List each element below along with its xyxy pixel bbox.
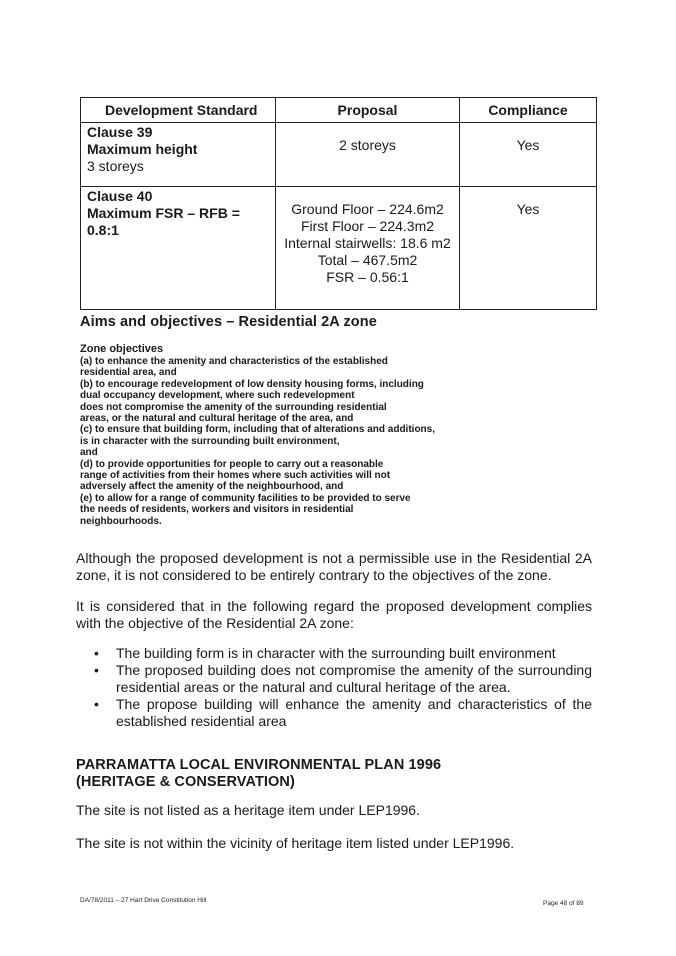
proposal-line: Total – 467.5m2 (317, 252, 418, 268)
objective-line: dual occupancy development, where such redevelopment (80, 390, 355, 402)
zone-objectives-title: Zone objectives (80, 343, 164, 355)
bullet-icon: • (94, 696, 99, 712)
list-item (94, 662, 592, 696)
bullet-text: The proposed building does not compromise the amenity of the surrounding residential areas or the natural and cultural heritage of the area. (116, 662, 592, 695)
objective-line: does not compromise the amenity of the surrounding residential (80, 401, 387, 413)
clause-label: Clause 40 (87, 188, 153, 204)
compliance-cell: Yes (460, 123, 597, 187)
footer-page-number: Page 48 of 89 (543, 900, 584, 907)
zone-objectives-block (80, 343, 480, 527)
standard-cell (81, 123, 276, 187)
lep-heading (76, 757, 441, 791)
table-row (81, 123, 597, 187)
objective-line: range of activities from their homes where such activities will not (80, 470, 391, 482)
bullet-text: The building form is in character with the surrounding built environment (116, 645, 556, 661)
paragraph-compliance-intro: It is considered that in the following regard the proposed development complies with the objective of the Residential 2A zone: (76, 598, 592, 631)
list-item (94, 645, 592, 662)
bullet-icon: • (94, 662, 99, 678)
objective-line: (c) to ensure that building form, including that of alterations and additions, (80, 424, 435, 436)
objective-line: areas, or the natural and cultural heritage of the area, and (80, 413, 354, 425)
proposal-line: Internal stairwells: 18.6 m2 (284, 235, 451, 251)
header-development-standard: Development Standard (81, 98, 276, 123)
proposal-line: First Floor – 224.3m2 (300, 218, 435, 234)
compliance-cell: Yes (460, 187, 597, 310)
compliance-bullet-list (76, 645, 592, 730)
proposal-line: FSR – 0.56:1 (326, 269, 409, 285)
proposal-line: 2 storeys (339, 137, 396, 153)
objective-line: the needs of residents, workers and visitors in residential (80, 504, 354, 516)
header-compliance: Compliance (460, 98, 597, 123)
objective-line: is in character with the surrounding built environment, (80, 435, 340, 447)
objective-line: neighbourhoods. (80, 515, 162, 527)
clause-label: Clause 39 (87, 124, 153, 140)
objective-line: (b) to encourage redevelopment of low density housing forms, including (80, 378, 424, 390)
bullet-icon: • (94, 645, 99, 661)
lep-heading-line2: (HERITAGE & CONSERVATION) (76, 774, 295, 790)
objective-line: (a) to enhance the amenity and characteristics of the established (80, 356, 388, 367)
paragraph-heritage-vicinity: The site is not within the vicinity of heritage item listed under LEP1996. (76, 835, 515, 851)
standard-cell (81, 187, 276, 310)
table-row (81, 187, 597, 310)
bullet-text: The propose building will enhance the amenity and characteristics of the established residential area (116, 696, 592, 729)
objective-line: adversely affect the amenity of the neighbourhood, and (80, 481, 344, 493)
header-proposal: Proposal (276, 98, 460, 123)
objective-line: (e) to allow for a range of community facilities to be provided to serve (80, 492, 411, 504)
list-item (94, 696, 592, 730)
proposal-cell (276, 187, 460, 310)
proposal-cell (276, 123, 460, 187)
objective-line: residential area, and (80, 367, 177, 379)
objective-line: (d) to provide opportunities for people to carry out a reasonable (80, 458, 384, 470)
clause-detail: 3 storeys (87, 158, 144, 174)
table-header-row (81, 98, 597, 123)
footer-reference: DA/78/2011 – 27 Hart Drive Constitution Hill (80, 897, 207, 904)
lep-heading-line1: PARRAMATTA LOCAL ENVIRONMENTAL PLAN 1996 (76, 757, 442, 773)
paragraph-heritage-listing: The site is not listed as a heritage item under LEP1996. (76, 802, 420, 818)
clause-title: Maximum height (87, 141, 198, 157)
objective-line: and (80, 447, 98, 459)
paragraph-permissibility: Although the proposed development is not a permissible use in the Residential 2A zone, it is not considered to be entirely contrary to the objectives of the zone. (76, 550, 592, 583)
clause-title: Maximum FSR – RFB = 0.8:1 (87, 205, 240, 238)
development-standards-table (80, 97, 597, 310)
aims-heading: Aims and objectives – Residential 2A zone (80, 314, 377, 330)
proposal-line: Ground Floor – 224.6m2 (291, 201, 444, 217)
